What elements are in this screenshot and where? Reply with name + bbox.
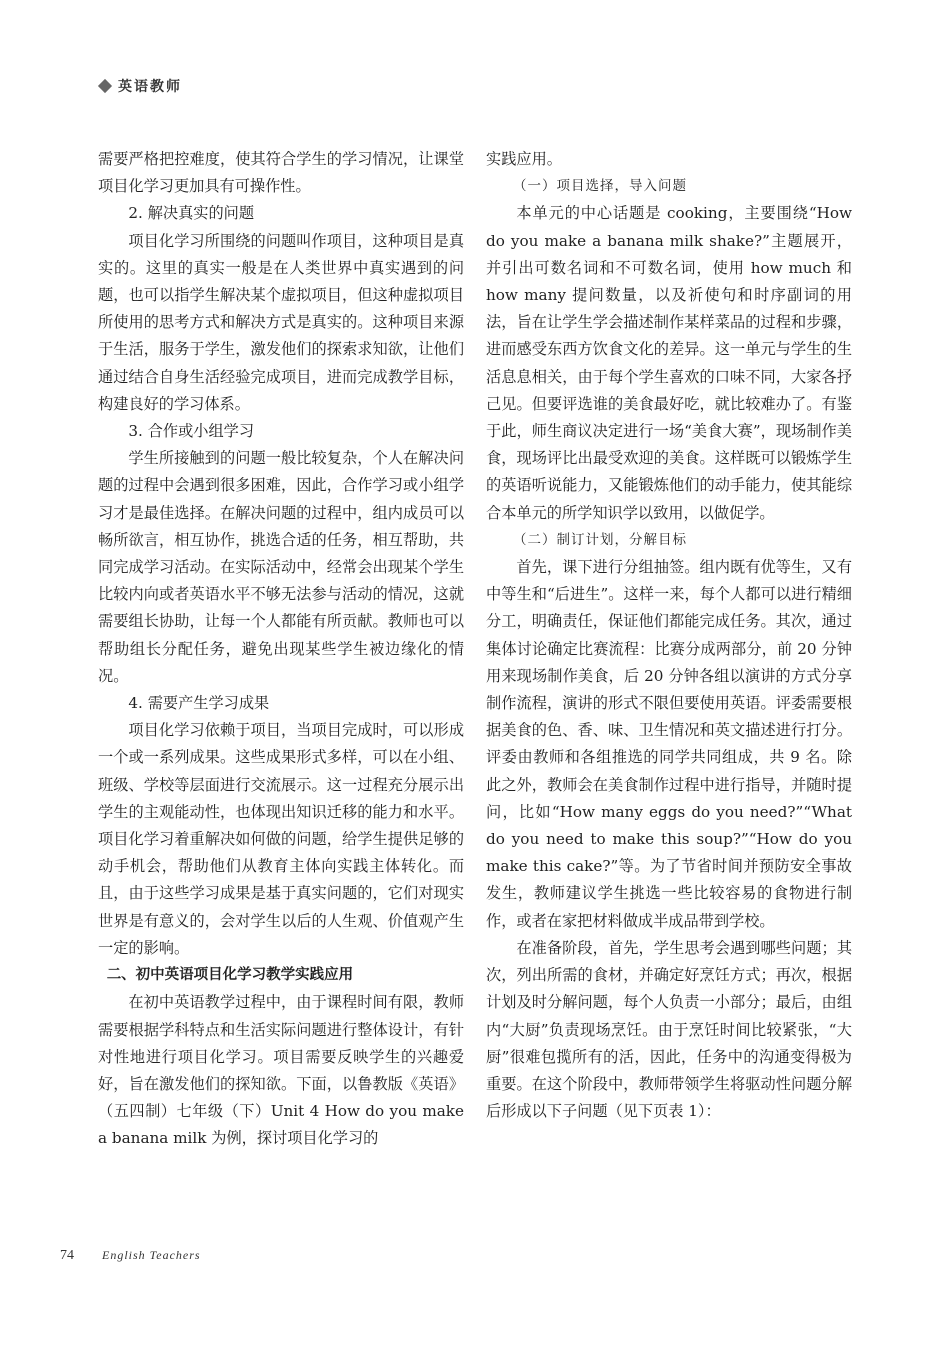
step-heading: （二）制订计划，分解目标 [513, 531, 687, 548]
page-number: 74 [60, 1248, 74, 1263]
paragraph: 在初中英语教学过程中，由于课程时间有限，教师需要根据学科特点和生活实际问题进行整体设计，有针对性地进行项目化学习。项目需要反映学生的兴趣爱好，旨在激发他们的探知欲。下面，以鲁教版《英语》（五四制）七年级（下）Unit 4 How do you make a banana milk 为例，探讨项目化学习的 [98, 993, 464, 1148]
paragraph: 项目化学习所围绕的问题叫作项目，这种项目是真实的。这里的真实一般是在人类世界中真实遇到的问题，也可以指学生解决某个虚拟项目，但这种虚拟项目所使用的思考方式和解决方式是真实的。这种项目来源于生活，服务于学生，激发他们的探索求知欲，让他们通过结合自身生活经验完成项目，进而完成教学目标，构建良好的学习体系。 [98, 231, 464, 413]
subheading: 3. 合作或小组学习 [128, 422, 255, 441]
paragraph: 需要严格把控难度，使其符合学生的学习情况，让课堂项目化学习更加具有可操作性。 [98, 150, 464, 196]
left-column [98, 146, 464, 1153]
right-column [486, 146, 852, 1125]
paragraph: 首先，课下进行分组抽签。组内既有优等生，又有中等生和“后进生”。这样一来，每个人都可以进行精细分工，明确责任，保证他们都能完成任务。其次，通过集体讨论确定比赛流程：比赛分成两部分，前 20 分钟用来现场制作美食，后 20 分钟各组以演讲的方式分享制作流程，演讲的形式不限但要使用英语。评委需要根据美食的色、香、味、卫生情况和英文描述进行打分。评委由教师和各组推选的同学共同组成，共 9 名。除此之外，教师会在美食制作过程中进行指导，并随时提问，比如“How many eggs do you need?”“What do you need to make this soup?”“How do you make this cake?”等。为了节省时间并预防安全事故发生，教师建议学生挑选一些比较容易的食物进行制作，或者在家把材料做成半成品带到学校。 [486, 558, 852, 930]
paragraph: 本单元的中心话题是 cooking，主要围绕“How do you make a banana milk shake?”主题展开，并引出可数名词和不可数名词，使用 how much 和 how many 提问数量，以及祈使句和时序副词的用法，旨在让学生学会描述制作某样菜品的过程和步骤，进而感受东西方饮食文化的差异。这一单元与学生的生活息息相关，由于每个学生喜欢的口味不同，大家各抒己见。但要评选谁的美食最好吃，就比较难办了。有鉴于此，师生商议决定进行一场“美食大赛”，现场制作美食，现场评比出最受欢迎的美食。这样既可以锻炼学生的英语听说能力，又能锻炼他们的动手能力，使其能综合本单元的所学知识学以致用，以做促学。 [486, 204, 852, 522]
subheading: 4. 需要产生学习成果 [128, 694, 270, 713]
journal-header [100, 76, 182, 96]
diamond-icon [98, 79, 112, 93]
header-title: 英语教师 [118, 79, 182, 95]
paragraph: 学生所接触到的问题一般比较复杂，个人在解决问题的过程中会遇到很多困难，因此，合作学习或小组学习才是最佳选择。在解决问题的过程中，组内成员可以畅所欲言，相互协作，挑选合适的任务，相互帮助，共同完成学习活动。在实际活动中，经常会出现某个学生比较内向或者英语水平不够无法参与活动的情况，这就需要组长协助，让每一个人都能有所贡献。教师也可以帮助组长分配任务，避免出现某些学生被边缘化的情况。 [98, 449, 464, 685]
subheading: 2. 解决真实的问题 [128, 204, 255, 223]
paragraph: 实践应用。 [486, 150, 562, 168]
section-heading: 二、初中英语项目化学习教学实践应用 [106, 967, 354, 984]
journal-name: English Teachers [102, 1248, 201, 1262]
paragraph: 在准备阶段，首先，学生思考会遇到哪些问题；其次，列出所需的食材，并确定好烹饪方式；再次，根据计划及时分解问题，每个人负责一小部分；最后，由组内“大厨”负责现场烹饪。由于烹饪时间比较紧张，“大厨”很难包揽所有的活，因此，任务中的沟通变得极为重要。在这个阶段中，教师带领学生将驱动性问题分解后形成以下子问题（见下页表 1）： [486, 938, 852, 1121]
step-heading: （一）项目选择，导入问题 [513, 178, 687, 195]
page-footer [60, 1248, 201, 1264]
paragraph: 项目化学习依赖于项目，当项目完成时，可以形成一个或一系列成果。这些成果形式多样，可以在小组、班级、学校等层面进行交流展示。这一过程充分展示出学生的主观能动性，也体现出知识迁移的能力和水平。项目化学习着重解决如何做的问题，给学生提供足够的动手机会，帮助他们从教育主体向实践主体转化。而且，由于这些学习成果是基于真实问题的，它们对现实世界是有意义的，会对学生以后的人生观、价值观产生一定的影响。 [98, 721, 464, 957]
